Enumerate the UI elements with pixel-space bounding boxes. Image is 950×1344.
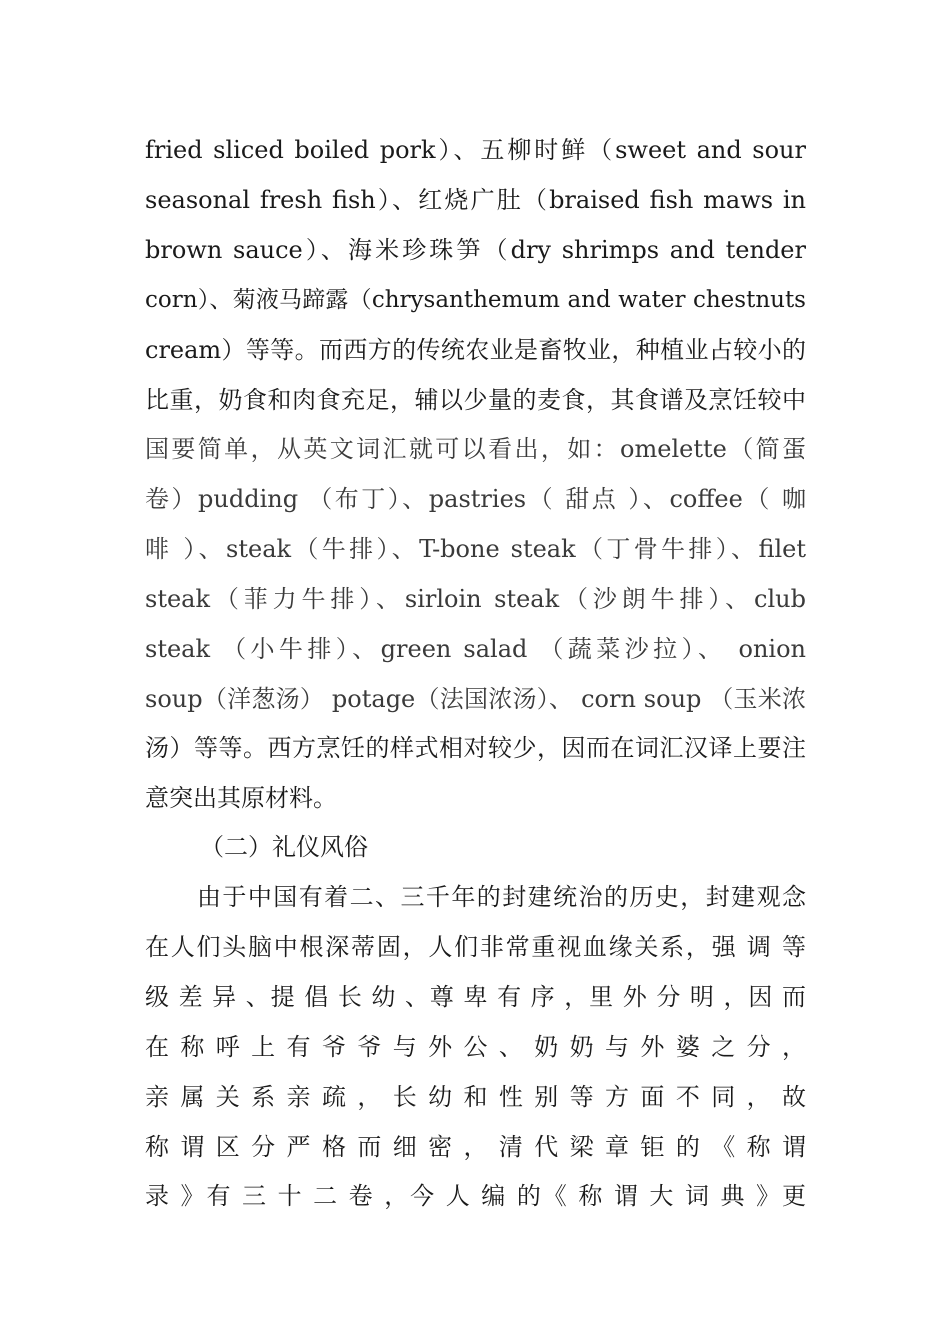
body-text-line: steak（菲力牛排）、sirloin steak（沙朗牛排）、club	[145, 585, 806, 613]
body-text-line: 亲 属 关 系 亲 疏 ， 长 幼 和 性 别 等 方 面 不 同 ， 故	[145, 1083, 806, 1111]
body-text-line: 级 差 异 、提 倡 长 幼 、尊 卑 有 序 ，里 外 分 明 ，因 而	[145, 983, 806, 1011]
body-text-line: 在 称 呼 上 有 爷 爷 与 外 公 、 奶 奶 与 外 婆 之 分 ，	[145, 1033, 806, 1061]
body-text-line: cream）等等。而西方的传统农业是畜牧业，种植业占较小的	[145, 336, 806, 364]
body-text-line: 录 》有 三 十 二 卷 ，今 人 编 的《 称 谓 大 词 典 》更	[145, 1182, 806, 1210]
body-text-line: soup（洋葱汤） potage（法国浓汤）、 corn soup （玉米浓	[145, 685, 806, 713]
body-text-line: corn）、菊液马蹄露（chrysanthemum and water chestnuts	[145, 287, 806, 313]
body-text-line: 卷）pudding （布丁）、pastries（ 甜点 ）、coffee（ 咖	[145, 485, 806, 513]
body-text-line: 称 谓 区 分 严 格 而 细 密 ， 清 代 梁 章 钜 的 《 称 谓	[145, 1133, 806, 1161]
body-text-line: 意突出其原材料。	[145, 784, 337, 812]
body-text-line: 比重，奶食和肉食充足，辅以少量的麦食，其食谱及烹饪较中	[145, 386, 806, 414]
body-text-line: seasonal fresh fish）、红烧广肚（braised fish maws in	[145, 186, 806, 214]
body-text-line: 啡 ）、steak（牛排）、T-bone steak（丁骨牛排）、filet	[145, 535, 806, 563]
body-text-line: 在人们头脑中根深蒂固，人们非常重视血缘关系，强 调 等	[145, 933, 806, 961]
body-text-line: 汤）等等。西方烹饪的样式相对较少，因而在词汇汉译上要注	[145, 734, 806, 762]
body-text-line: 国要简单，从英文词汇就可以看出，如：omelette（简蛋	[145, 435, 806, 463]
body-text-line: 由于中国有着二、三千年的封建统治的历史，封建观念	[197, 883, 806, 911]
body-text-line: steak （小牛排）、green salad （蔬菜沙拉）、 onion	[145, 635, 806, 663]
body-text-line: brown sauce）、海米珍珠笋（dry shrimps and tender	[145, 236, 806, 264]
body-text-line: fried sliced boiled pork）、五柳时鲜（sweet and sour	[145, 136, 806, 164]
section-heading: （二）礼仪风俗	[200, 833, 368, 861]
